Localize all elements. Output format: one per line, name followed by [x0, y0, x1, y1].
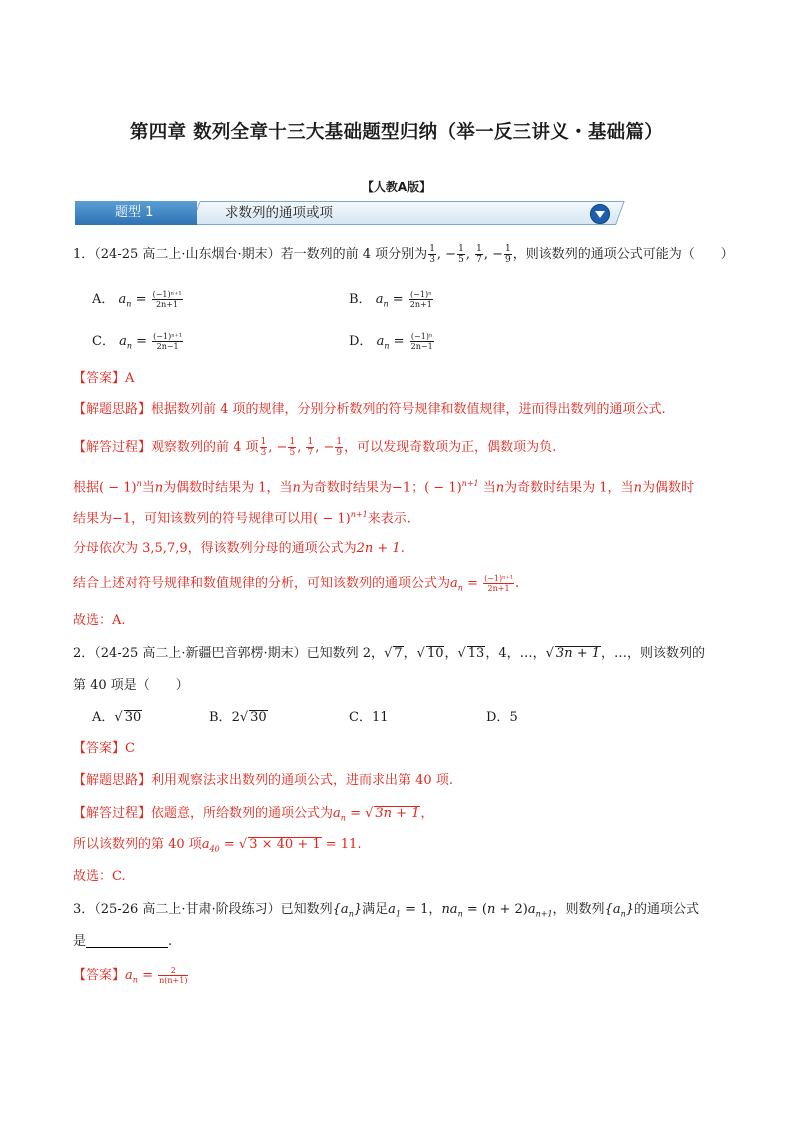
- answer-blank[interactable]: [86, 933, 168, 948]
- q1-option-a[interactable]: A． $a_n$ = $\frac{\text{(−1)ⁿ⁺¹}}{2n+1}$: [92, 290, 182, 309]
- q1-choice: 故选：A.: [73, 613, 126, 628]
- q1-process-5: 结合上述对符号规律和数值规律的分析，可知该数列的通项公式为$a_n$ = $\frac{\text{(−1)ⁿ⁺¹}}{2n+1}$ .: [73, 574, 520, 593]
- banner-tag-text: 题型 1: [115, 205, 154, 220]
- q1-option-b[interactable]: B． $a_n$ = $\frac{\text{(−1)ⁿ}}{2n+1}$: [349, 290, 432, 309]
- q2-process-2: 所以该数列的第 40 项$a_{40}$ = √ 3 × 40 + 1 = 11.: [73, 837, 362, 854]
- q1-seq-1: $\frac{1}{3}$: [429, 244, 435, 265]
- q1-process-3: 结果为−1，可知该数列的符号规律可以用( − 1)$^{n+1}$来表示.: [73, 510, 411, 527]
- q1-idea: 【解题思路】根据数列前 4 项的规律，分别分析数列的符号规律和数值规律，进而得出数列的通项公式.: [73, 402, 666, 417]
- q2-process-1: 【解答过程】依题意，所给数列的通项公式为$a_n$ = √ 3n + 1，: [73, 806, 434, 823]
- q2-stem: 2．（24-25 高二上·新疆巴音郭楞·期末）已知数列 2，√ 7，√ 10，√ 13，4，…，√ 3n + 1，…，则该数列的: [73, 646, 706, 661]
- q1-seq-3: $\frac{1}{7}$: [476, 244, 482, 265]
- q2-option-a[interactable]: A．√ 30: [92, 710, 142, 725]
- banner-label: 求数列的通项或项: [225, 205, 333, 221]
- q2-answer: 【答案】C: [73, 741, 135, 756]
- page-title: 第四章 数列全章十三大基础题型归纳（举一反三讲义・基础篇）: [129, 122, 664, 143]
- q1-process-4: 分母依次为 3,5,7,9，得该数列分母的通项公式为2n + 1.: [73, 541, 405, 556]
- q2-option-d[interactable]: D．5: [486, 710, 518, 725]
- q1-stem-suffix: ，则该数列的通项公式可能为（ ）: [512, 247, 734, 262]
- chevron-down-circle-icon[interactable]: [590, 204, 610, 224]
- q2-idea: 【解题思路】利用观察法求出数列的通项公式，进而求出第 40 项.: [73, 773, 453, 788]
- q1-option-c[interactable]: C． $a_n$ = $\frac{\text{(−1)ⁿ⁺¹}}{2n-1}$: [92, 332, 183, 351]
- q3-stem: 3．（25-26 高二上·甘肃·阶段练习）已知数列$\{a_n\}$满足$a_1 = 1$，$na_n = (n + 2)a_{n+1}$，则数列$\{a_n\}$的通项公式: [73, 902, 700, 919]
- q1-seq-4: $\frac{1}{9}$: [505, 244, 511, 265]
- q2-option-b[interactable]: B．2√ 30: [209, 710, 267, 725]
- q1-process-1: 【解答过程】观察数列的前 4 项 $\frac{1}{3}$, − $\frac{1}{5}$, $\frac{1}{7}$, − $\frac{1}{9}$，可以发现奇数项为正，偶数项为负.: [73, 437, 557, 458]
- q1-seq-2: $\frac{1}{5}$: [458, 244, 464, 265]
- q1-answer: 【答案】A: [73, 371, 135, 386]
- q3-stem-line2: 是 .: [73, 934, 173, 949]
- edition-label: 【人教A版】: [361, 180, 432, 194]
- q2-option-c[interactable]: C．11: [349, 710, 389, 725]
- section-banner: [75, 201, 614, 225]
- q1-process-2: 根据( − 1)$^n$当n为偶数时结果为 1，当n为奇数时结果为−1；( − 1)$^{n+1}$ 当n为奇数时结果为 1，当n为偶数时: [73, 479, 694, 496]
- q2-stem-line2: 第 40 项是（ ）: [73, 678, 189, 693]
- q1-option-d[interactable]: D． $a_n$ = $\frac{\text{(−1)ⁿ}}{2n-1}$: [349, 332, 433, 351]
- q2-choice: 故选：C.: [73, 869, 126, 884]
- q1-stem: 1．（24-25 高二上·山东烟台·期末）若一数列的前 4 项分别为 $\frac{1}{3}$, − $\frac{1}{5}$, $\frac{1}{7}$, − $\frac{1}{9}$，则该数列的通项公式可能为（ ）: [73, 244, 734, 265]
- banner-tag: [75, 201, 197, 225]
- q3-answer: 【答案】$a_n$ = $\frac{2}{n(n+1)}$: [73, 966, 188, 985]
- q1-stem-prefix: 1．（24-25 高二上·山东烟台·期末）若一数列的前 4 项分别为: [73, 247, 428, 262]
